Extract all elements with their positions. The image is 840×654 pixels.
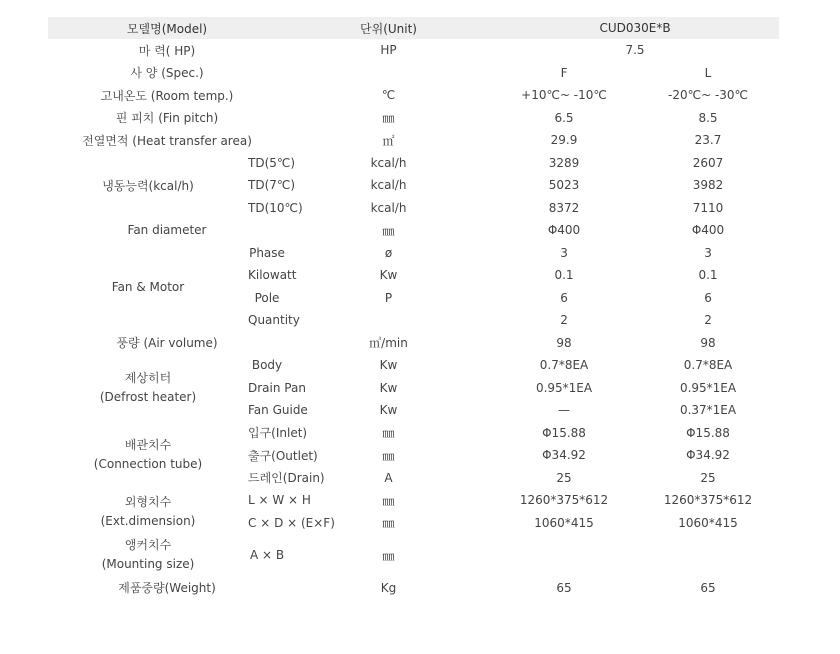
row-value-f: 8372 (548, 200, 580, 215)
row-sublabel: 드레인(Drain) (248, 471, 325, 486)
table-row (48, 422, 779, 445)
row-value-f (491, 534, 637, 576)
header-model: 모델명(Model) (48, 17, 286, 39)
row-value-l: Φ15.88 (686, 425, 730, 440)
table-row (48, 219, 779, 242)
row-sublabel: TD(7℃) (248, 178, 296, 193)
row-unit: ㎜ (382, 426, 395, 441)
group-label-fan-motor: Fan & Motor (111, 279, 185, 294)
row-value-l: 23.7 (694, 133, 722, 148)
row-unit (286, 309, 491, 332)
row-value-l: 2 (704, 313, 712, 328)
row-sublabel: Quantity (248, 313, 300, 328)
table-header-row (48, 17, 779, 39)
row-unit: ㎡ (382, 133, 395, 148)
group-label-connection-kr: 배관치수 (124, 438, 172, 453)
row-value-f: 2 (560, 313, 568, 328)
row-label: 사 양 (Spec.) (130, 66, 204, 81)
row-value-f: 65 (556, 580, 572, 595)
row-value-l: 0.95*1EA (679, 380, 737, 395)
row-label: 마 력( HP) (138, 43, 196, 58)
row-value-l (637, 534, 779, 576)
header-model-code: CUD030E*B (491, 17, 779, 39)
row-label: 고내온도 (Room temp.) (100, 88, 234, 103)
row-unit: A (384, 470, 393, 485)
row-sublabel: 출구(Outlet) (248, 448, 318, 463)
row-sublabel: 입구(Inlet) (248, 426, 308, 441)
row-value-l: 98 (700, 335, 716, 350)
row-value-l: 1060*415 (678, 515, 738, 530)
row-value-l: Φ34.92 (686, 448, 730, 463)
row-unit: Kw (379, 268, 398, 283)
table-row (48, 39, 779, 62)
row-value-l: 1260*375*612 (663, 493, 753, 508)
row-value-f: Φ34.92 (542, 448, 586, 463)
row-value-l: L (704, 65, 712, 80)
group-label-connection (48, 422, 248, 490)
row-value-f: 0.1 (554, 268, 574, 283)
row-value-l: 3982 (692, 178, 724, 193)
row-value-l: 0.37*1EA (679, 403, 737, 418)
row-unit: ㎜ (382, 548, 395, 563)
row-label: 풍량 (Air volume) (116, 336, 218, 351)
row-value: 7.5 (625, 43, 645, 58)
row-value-f: F (560, 65, 568, 80)
row-value-l: 0.1 (698, 268, 718, 283)
row-label: 전열면적 (Heat transfer area) (82, 133, 252, 148)
row-unit: ㎜ (382, 111, 395, 126)
row-value-f: 0.7*8EA (539, 358, 589, 373)
row-value-l: Φ400 (691, 223, 725, 238)
row-sublabel: C × D × (E×F) (248, 515, 335, 530)
row-value-f: 3289 (548, 155, 580, 170)
group-label-defrost-kr: 제상히터 (124, 370, 172, 385)
row-value-f: 3 (560, 245, 568, 260)
row-value-l: 7110 (692, 200, 724, 215)
row-value-f: Φ400 (547, 223, 581, 238)
table-row (48, 152, 779, 175)
group-label-defrost-en: (Defrost heater) (99, 389, 197, 404)
row-unit: ㎜ (382, 516, 395, 531)
row-value-l: 3 (704, 245, 712, 260)
row-value-f: Φ15.88 (542, 425, 586, 440)
row-value-f: +10℃~ -10℃ (521, 88, 607, 103)
row-unit: ㎜ (382, 493, 395, 508)
row-value-f: 0.95*1EA (535, 380, 593, 395)
row-sublabel: Body (251, 358, 283, 373)
row-unit: P (384, 290, 393, 305)
row-label: Fan diameter (127, 223, 207, 238)
table-row (48, 62, 779, 85)
table-row (48, 534, 779, 576)
row-unit: ㎜ (382, 448, 395, 463)
group-label-connection-en: (Connection tube) (93, 457, 203, 472)
table-row (48, 576, 779, 599)
row-unit: Kw (379, 403, 398, 418)
row-sublabel: TD(5℃) (248, 155, 296, 170)
row-value-l: 2607 (692, 155, 724, 170)
row-value-f: 29.9 (550, 133, 578, 148)
row-unit: kcal/h (370, 155, 407, 170)
row-unit (286, 62, 491, 85)
row-sublabel: TD(10℃) (248, 200, 303, 215)
row-value-f: 5023 (548, 178, 580, 193)
table-row (48, 332, 779, 355)
group-label-capacity: 냉동능력(kcal/h) (102, 178, 194, 193)
row-unit: Kw (379, 380, 398, 395)
group-label-ext-dimension-kr: 외형치수 (124, 494, 172, 509)
row-unit: kcal/h (370, 200, 407, 215)
row-unit: Kg (380, 580, 397, 595)
row-value-f: 6 (560, 290, 568, 305)
row-unit: kcal/h (370, 178, 407, 193)
row-value-f: 1260*375*612 (519, 493, 609, 508)
row-unit: Kw (379, 358, 398, 373)
row-value-l: 25 (700, 470, 716, 485)
row-unit: ø (384, 245, 393, 260)
row-sublabel: Drain Pan (248, 380, 306, 395)
row-sublabel: A × B (249, 548, 285, 562)
row-value-l: 6 (704, 290, 712, 305)
row-value-l: 65 (700, 580, 716, 595)
group-label-mounting (48, 534, 248, 576)
row-unit: ㎜ (382, 223, 395, 238)
group-label-mounting-kr: 앵커치수 (124, 538, 172, 552)
spec-table (48, 17, 779, 599)
row-unit: ℃ (381, 88, 396, 103)
row-sublabel: Phase (249, 245, 285, 260)
row-label: 핀 피치 (Fin pitch) (115, 111, 219, 126)
row-unit: HP (380, 43, 397, 58)
row-value-f: 98 (556, 335, 572, 350)
table-row (48, 242, 779, 265)
row-value-f: 25 (556, 470, 572, 485)
row-unit: ㎥/min (369, 336, 408, 351)
table-row (48, 84, 779, 107)
table-row (48, 489, 779, 512)
row-sublabel: L × W × H (248, 493, 311, 508)
table-row (48, 107, 779, 130)
row-value-f: 6.5 (554, 110, 574, 125)
row-label: 제품중량(Weight) (118, 581, 216, 595)
row-value-l: 8.5 (698, 110, 718, 125)
row-sublabel: Pole (254, 290, 280, 305)
row-sublabel: Kilowatt (248, 268, 297, 283)
table-row (48, 129, 779, 152)
table-row (48, 354, 779, 377)
row-value-l: -20℃~ -30℃ (668, 88, 749, 103)
group-label-ext-dimension-en: (Ext.dimension) (100, 513, 196, 528)
header-unit: 단위(Unit) (286, 17, 491, 39)
group-label-ext-dimension (48, 489, 248, 534)
row-sublabel: Fan Guide (248, 403, 308, 418)
row-value-l: 0.7*8EA (683, 358, 733, 373)
row-value-f: — (558, 403, 571, 418)
row-value-f: 1060*415 (534, 515, 594, 530)
group-label-defrost (48, 354, 248, 422)
group-label-mounting-en: (Mounting size) (101, 557, 195, 571)
